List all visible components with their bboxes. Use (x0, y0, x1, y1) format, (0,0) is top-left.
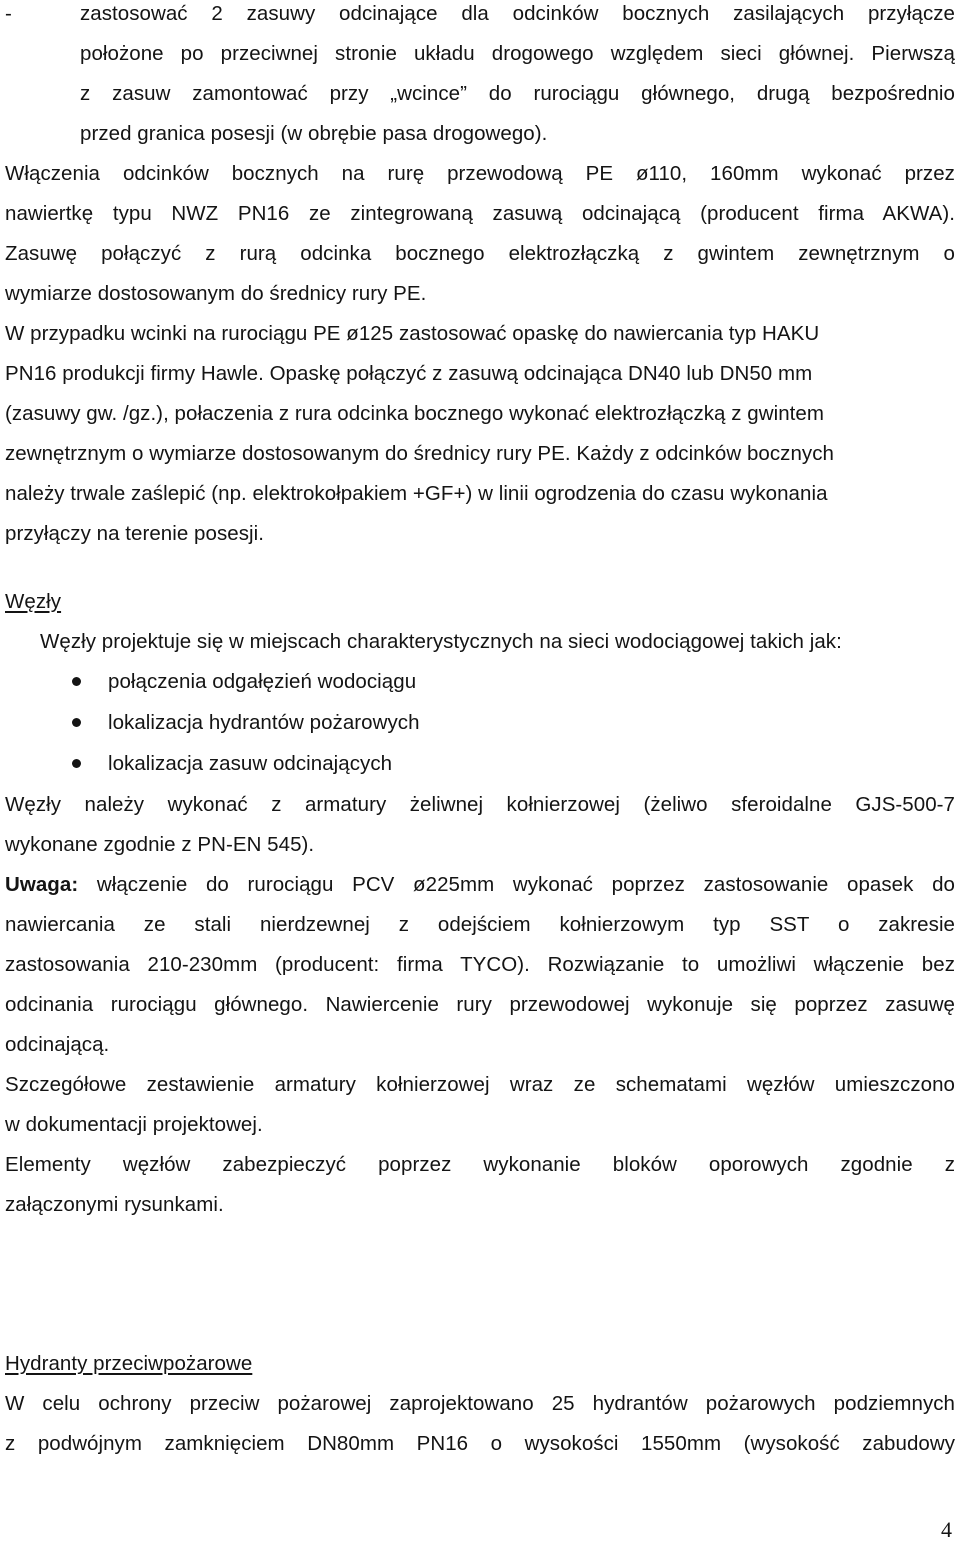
para2-line: przyłączy na terenie posesji. (5, 522, 264, 545)
nodes-material-line: Węzły należy wykonać z armatury żeliwnej kołnierzowej (żeliwo sferoidalne GJS-500-7 (5, 793, 955, 816)
page-number: 4 (941, 1517, 952, 1542)
nodes-bullet-item: połączenia odgałęzień wodociągu (108, 670, 417, 693)
para1-line: nawiertkę typu NWZ PN16 ze zintegrowaną zasuwą odcinającą (producent firma AKWA). (5, 202, 955, 225)
warning-line: nawiercania ze stali nierdzewnej z odejściem kołnierzowym typ SST o zakresie (5, 913, 955, 936)
para2-line: należy trwale zaślepić (np. elektrokołpakiem +GF+) w linii ogrodzenia do czasu wykonania (5, 482, 828, 505)
detail-line: Szczegółowe zestawienie armatury kołnierzowej wraz ze schematami węzłów umieszczono (5, 1073, 955, 1096)
nodes-bullet-item: lokalizacja zasuw odcinających (108, 752, 393, 775)
nodes-bullet-item: lokalizacja hydrantów pożarowych (108, 711, 420, 734)
section-heading-hydrants: Hydranty przeciwpożarowe (5, 1352, 253, 1375)
bullet-icon (72, 759, 81, 768)
bullet-icon (72, 718, 81, 727)
para1-line: wymiarze dostosowanym do średnicy rury PE. (5, 282, 427, 305)
intro-line: przed granica posesji (w obrębie pasa drogowego). (80, 122, 548, 145)
warning-line: odcinania rurociągu głównego. Nawiercenie rury przewodowej wykonuje się poprzez zasuwę (5, 993, 955, 1016)
elements-line: załączonymi rysunkami. (5, 1193, 224, 1216)
bullet-icon (72, 677, 81, 686)
para2-line: PN16 produkcji firmy Hawle. Opaskę połączyć z zasuwą odcinająca DN40 lub DN50 mm (5, 362, 813, 385)
hydrants-line: W celu ochrony przeciw pożarowej zaprojektowano 25 hydrantów pożarowych podziemnych (5, 1392, 955, 1415)
para1-line: Włączenia odcinków bocznych na rurę przewodową PE ø110, 160mm wykonać przez (5, 162, 955, 185)
para2-line: zewnętrznym o wymiarze dostosowanym do średnicy rury PE. Każdy z odcinków bocznych (5, 442, 834, 465)
intro-line: z zasuw zamontować przy „wcince” do rurociągu głównego, drugą bezpośrednio (80, 82, 955, 105)
warning-line (5, 873, 955, 897)
para2-line: (zasuwy gw. /gz.), połaczenia z rura odcinka bocznego wykonać elektrozłączką z gwintem (5, 402, 824, 425)
warning-line: odcinającą. (5, 1033, 110, 1056)
warning-text: włączenie do rurociągu PCV ø225mm wykonać poprzez zastosowanie opasek do (78, 873, 955, 896)
elements-line: Elementy węzłów zabezpieczyć poprzez wykonanie bloków oporowych zgodnie z (5, 1153, 955, 1176)
para1-line: Zasuwę połączyć z rurą odcinka bocznego elektrozłączką z gwintem zewnętrznym o (5, 242, 955, 265)
warning-label: Uwaga: (5, 873, 79, 896)
intro-line: zastosować 2 zasuwy odcinające dla odcinków bocznych zasilających przyłącze (80, 2, 955, 25)
intro-line: położone po przeciwnej stronie układu drogowego względem sieci głównej. Pierwszą (80, 42, 955, 65)
detail-line: w dokumentacji projektowej. (5, 1113, 263, 1136)
list-dash: - (5, 2, 12, 25)
section-heading-nodes: Węzły (5, 590, 62, 613)
nodes-intro: Węzły projektuje się w miejscach charakterystycznych na sieci wodociągowej takich jak: (40, 630, 842, 653)
nodes-material-line: wykonane zgodnie z PN-EN 545). (5, 833, 315, 856)
para2-line: W przypadku wcinki na rurociągu PE ø125 zastosować opaskę do nawiercania typ HAKU (5, 322, 820, 345)
hydrants-line: z podwójnym zamknięciem DN80mm PN16 o wysokości 1550mm (wysokość zabudowy (5, 1432, 955, 1455)
warning-line: zastosowania 210-230mm (producent: firma TYCO). Rozwiązanie to umożliwi włączenie bez (5, 953, 955, 976)
